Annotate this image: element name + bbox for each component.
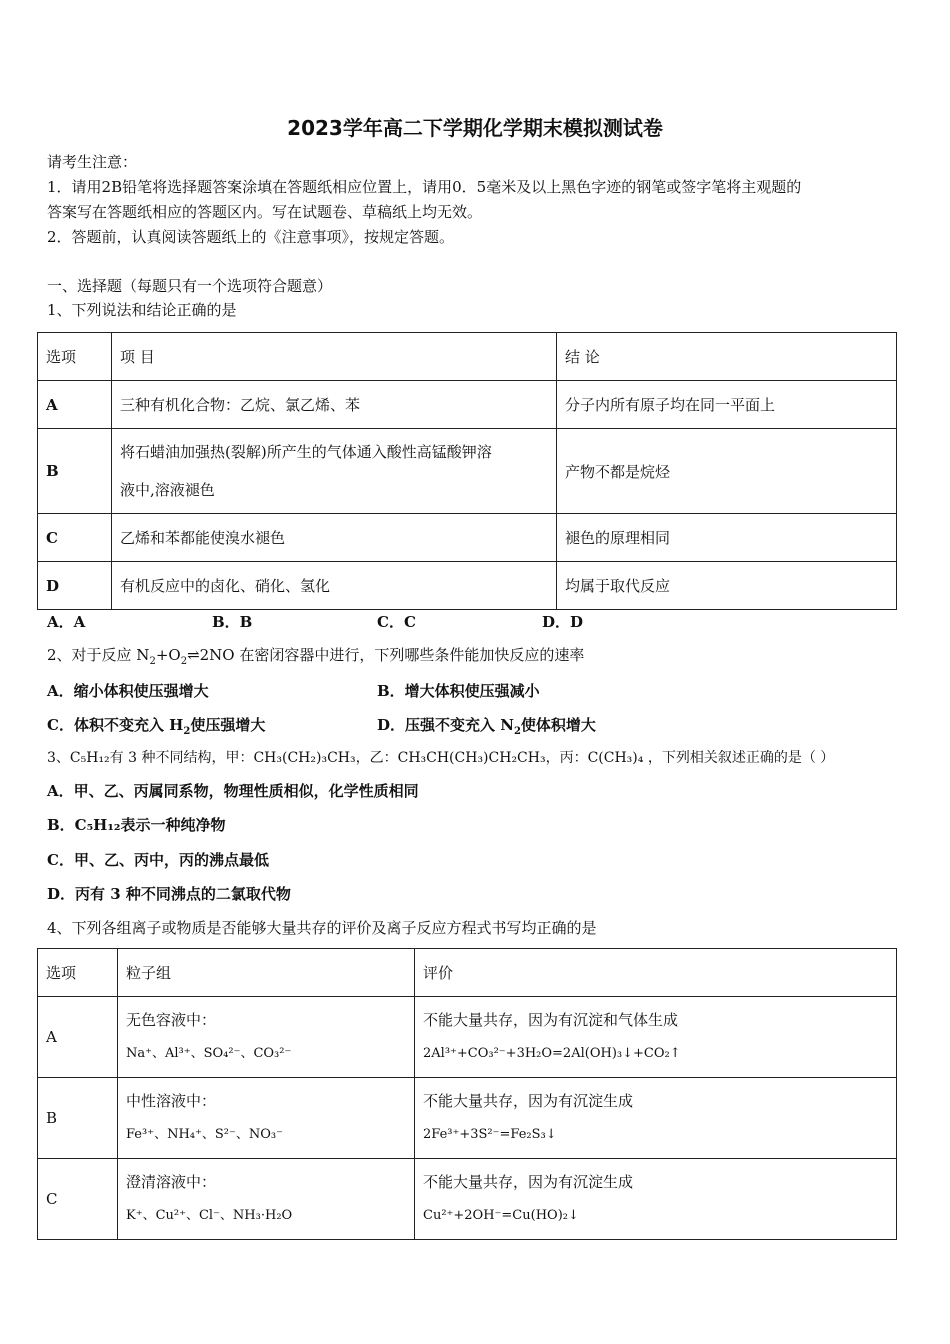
q2-stem-part: +O (155, 646, 181, 664)
q4-stem: 4、下列各组离子或物质是否能够大量共存的评价及离子反应方程式书写均正确的是 (47, 919, 597, 937)
evaluation-text: 不能大量共存，因为有沉淀生成 (423, 1092, 634, 1110)
subscript: 2 (149, 656, 156, 667)
evaluation-cell (415, 1078, 897, 1159)
q4-table (37, 948, 897, 1240)
q1-option-d: D．D (542, 613, 584, 631)
q2-stem (47, 645, 584, 672)
subscript: 2 (180, 656, 188, 667)
condition-text: 澄清溶液中： (126, 1173, 217, 1191)
table-row (38, 514, 897, 562)
q3-option-c: C．甲、乙、丙中，丙的沸点最低 (47, 851, 269, 869)
item-text-line2: 液中,溶液褪色 (120, 481, 215, 499)
page-title: 2023学年高二下学期化学期末模拟测试卷 (287, 116, 663, 140)
q1-option-c: C．C (377, 613, 416, 631)
notice-item-1a: 1．请用2B铅笔将选择题答案涂填在答题纸相应位置上，请用0．5毫米及以上黑色字迹的钢笔或签字笔将主观题的 (47, 178, 802, 196)
q2-option-d (377, 714, 596, 737)
particle-cell (118, 1078, 415, 1159)
evaluation-text: 不能大量共存，因为有沉淀生成 (423, 1173, 634, 1191)
table-row (38, 1078, 897, 1159)
q3-option-b: B．C₅H₁₂表示一种纯净物 (47, 816, 226, 834)
item-cell: 乙烯和苯都能使溴水褪色 (112, 514, 557, 562)
q2-stem-part: 2、对于反应 N (47, 646, 150, 664)
equation-text: 2Fe³⁺+3S²⁻=Fe₂S₃↓ (423, 1127, 557, 1142)
subscript: 2 (513, 726, 521, 737)
q3-option-a: A．甲、乙、丙属同系物，物理性质相似，化学性质相同 (47, 782, 419, 800)
notice-item-2: 2．答题前，认真阅读答题纸上的《注意事项》，按规定答题。 (47, 228, 455, 246)
notice-heading: 请考生注意： (47, 153, 138, 171)
particle-cell (118, 1159, 415, 1240)
table-header: 粒子组 (118, 949, 415, 997)
q2-option-c (47, 714, 265, 737)
q1-stem: 1、下列说法和结论正确的是 (47, 301, 237, 319)
option-cell: B (38, 429, 112, 514)
table-row (38, 381, 897, 429)
table-header: 结 论 (557, 333, 897, 381)
equation-text: 2Al³⁺+CO₃²⁻+3H₂O=2Al(OH)₃↓+CO₂↑ (423, 1046, 681, 1061)
conclusion-cell: 分子内所有原子均在同一平面上 (557, 381, 897, 429)
evaluation-cell (415, 1159, 897, 1240)
table-header-row (38, 333, 897, 381)
conclusion-cell: 产物不都是烷烃 (557, 429, 897, 514)
option-cell: C (38, 1159, 118, 1240)
conclusion-cell: 褪色的原理相同 (557, 514, 897, 562)
section-heading: 一、选择题（每题只有一个选项符合题意） (47, 277, 333, 295)
ions-text: Na⁺、Al³⁺、SO₄²⁻、CO₃²⁻ (126, 1046, 292, 1061)
q3-option-d: D．丙有 3 种不同沸点的二氯取代物 (47, 885, 291, 903)
option-text: C．体积不变充入 H (47, 716, 184, 734)
q2-stem-part: ⇌2NO 在密闭容器中进行，下列哪些条件能加快反应的速率 (187, 646, 585, 664)
table-header: 选项 (38, 949, 118, 997)
option-text: D．压强不变充入 N (377, 716, 514, 734)
option-cell: D (38, 562, 112, 610)
item-cell (112, 429, 557, 514)
ions-text: Fe³⁺、NH₄⁺、S²⁻、NO₃⁻ (126, 1127, 283, 1142)
table-row (38, 429, 897, 514)
q2-option-b: B．增大体积使压强减小 (377, 682, 540, 700)
table-header: 评价 (415, 949, 897, 997)
option-cell: C (38, 514, 112, 562)
item-cell: 有机反应中的卤化、硝化、氢化 (112, 562, 557, 610)
subscript: 2 (183, 726, 191, 737)
ions-text: K⁺、Cu²⁺、Cl⁻、NH₃·H₂O (126, 1208, 293, 1223)
condition-text: 无色容液中： (126, 1011, 217, 1029)
q1-option-a: A．A (47, 613, 86, 631)
evaluation-text: 不能大量共存，因为有沉淀和气体生成 (423, 1011, 679, 1029)
conclusion-cell: 均属于取代反应 (557, 562, 897, 610)
condition-text: 中性溶液中： (126, 1092, 217, 1110)
equation-text: Cu²⁺+2OH⁻=Cu(HO)₂↓ (423, 1208, 579, 1223)
option-cell: A (38, 997, 118, 1078)
q2-option-a: A．缩小体积使压强增大 (47, 682, 209, 700)
table-row (38, 1159, 897, 1240)
option-text: 使体积增大 (520, 716, 596, 734)
table-header: 项 目 (112, 333, 557, 381)
item-cell: 三种有机化合物：乙烷、氯乙烯、苯 (112, 381, 557, 429)
table-row (38, 997, 897, 1078)
item-text-line1: 将石蜡油加强热(裂解)所产生的气体通入酸性高锰酸钾溶 (120, 443, 492, 461)
evaluation-cell (415, 997, 897, 1078)
q1-table (37, 332, 897, 610)
q3-stem: 3、C₅H₁₂有 3 种不同结构，甲：CH₃(CH₂)₃CH₃，乙：CH₃CH(CH₃)CH₂CH₃，丙：C(CH₃)₄ ，下列相关叙述正确的是（ ） (47, 750, 835, 766)
notice-item-1b: 答案写在答题纸相应的答题区内。写在试题卷、草稿纸上均无效。 (47, 203, 483, 221)
particle-cell (118, 997, 415, 1078)
table-row (38, 562, 897, 610)
table-header-row (38, 949, 897, 997)
table-header: 选项 (38, 333, 112, 381)
option-cell: A (38, 381, 112, 429)
option-cell: B (38, 1078, 118, 1159)
option-text: 使压强增大 (190, 716, 266, 734)
q1-option-b: B．B (212, 613, 253, 631)
